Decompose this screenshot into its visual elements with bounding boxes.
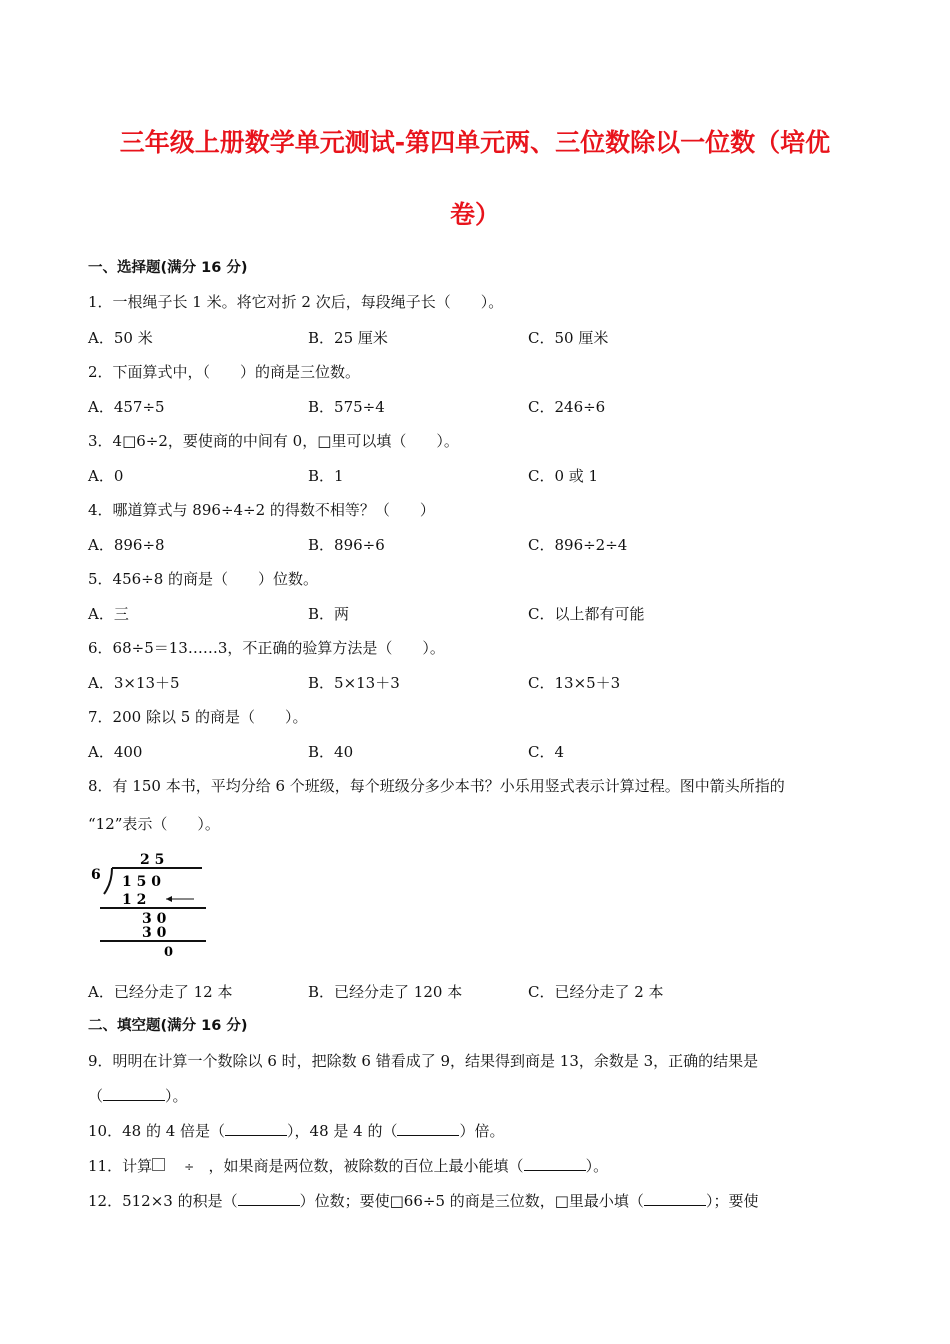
q10-part-b: ），48 是 4 的（ [287,1122,398,1140]
division-step-30-a: 3 0 [142,911,167,927]
q3-option-c[interactable]: C．0 或 1 [528,467,599,485]
question-8-line-2: “12”表示（ ）。 [88,815,220,833]
question-9-line-2 [88,1086,188,1106]
q5-option-c[interactable]: C．以上都有可能 [528,605,645,623]
division-divisor: 6 [91,867,101,883]
q12-blank-1[interactable] [238,1191,300,1206]
title-line-2: 卷） [449,200,500,229]
section-choice-heading: 一、选择题(满分 16 分) [88,260,248,276]
question-9-line-1: 9．明明在计算一个数除以 6 时，把除数 6 错看成了 9，结果得到商是 13，余数是 3，正确的结果是 [88,1052,759,1070]
q3-option-a[interactable]: A．0 [88,467,124,485]
question-4: 4．哪道算式与 896÷4÷2 的得数不相等？（ ） [88,501,435,519]
question-1: 1．一根绳子长 1 米。将它对折 2 次后，每段绳子长（ ）。 [88,293,504,311]
q1-option-a[interactable]: A．50 米 [88,329,153,347]
question-10 [88,1121,504,1141]
division-quotient: 2 5 [140,852,165,868]
q9-answer-blank[interactable] [103,1086,165,1101]
question-3: 3．4□6÷2，要使商的中间有 0，□里可以填（ ）。 [88,432,459,450]
q11-part-d: ）。 [585,1157,609,1175]
question-2: 2．下面算式中，（ ）的商是三位数。 [88,363,361,381]
q7-option-c[interactable]: C．4 [528,743,565,761]
q5-option-a[interactable]: A．三 [88,605,129,623]
division-step-12: 1 2 [122,892,147,908]
q4-option-a[interactable]: A．896÷8 [88,536,165,554]
q8-option-b[interactable]: B．已经分走了 120 本 [308,983,463,1001]
q10-part-c: ）倍。 [459,1122,505,1140]
q2-option-c[interactable]: C．246÷6 [528,398,606,416]
division-step-30-b: 3 0 [142,925,167,941]
q10-part-a: 10．48 的 4 倍是（ [88,1122,226,1140]
question-8-line-1: 8．有 150 本书，平均分给 6 个班级，每个班级分多少本书？小乐用竖式表示计算过程。图中箭头所指的 [88,777,785,795]
q12-part-b: ）位数；要使□66÷5 的商是三位数，□里最小填（ [299,1192,644,1210]
title-line-1: 三年级上册数学单元测试-第四单元两、三位数除以一位数（培优 [119,128,831,157]
q11-part-a: 11．计算 [88,1157,153,1175]
q2-option-a[interactable]: A．457÷5 [88,398,165,416]
q12-blank-2[interactable] [644,1191,706,1206]
q6-option-c[interactable]: C．13×5＋3 [528,674,621,692]
q4-option-b[interactable]: B．896÷6 [308,536,385,554]
long-division-diagram [88,848,223,964]
q11-blank[interactable] [524,1156,586,1171]
q7-option-b[interactable]: B．40 [308,743,354,761]
q12-part-c: ）；要使 [705,1192,759,1210]
question-5: 5．456÷8 的商是（ ）位数。 [88,570,319,588]
q8-option-c[interactable]: C．已经分走了 2 本 [528,983,664,1001]
q7-option-a[interactable]: A．400 [88,743,143,761]
q9-open: （ [88,1087,104,1105]
q9-close: ）。 [165,1087,188,1105]
q4-option-c[interactable]: C．896÷2÷4 [528,536,628,554]
division-dividend: 1 5 0 [122,874,161,890]
q1-option-c[interactable]: C．50 厘米 [528,329,609,347]
q3-option-b[interactable]: B．1 [308,467,344,485]
q11-divide-sign: ÷ [184,1160,195,1174]
question-7: 7．200 除以 5 的商是（ ）。 [88,708,308,726]
q11-digit-box [152,1158,165,1171]
question-6: 6．68÷5＝13……3，不正确的验算方法是（ ）。 [88,639,445,657]
q2-option-b[interactable]: B．575÷4 [308,398,385,416]
question-12 [88,1191,758,1211]
division-remainder: 0 [164,945,174,960]
q10-blank-1[interactable] [225,1121,287,1136]
question-11 [88,1156,608,1177]
q8-option-a[interactable]: A．已经分走了 12 本 [88,983,233,1001]
q11-part-c: ，如果商是两位数，被除数的百位上最小能填（ [208,1157,524,1175]
q10-blank-2[interactable] [397,1121,459,1136]
q1-option-b[interactable]: B．25 厘米 [308,329,388,347]
q6-option-b[interactable]: B．5×13＋3 [308,674,400,692]
section-fill-heading: 二、填空题(满分 16 分) [88,1018,248,1034]
q12-part-a: 12．512×3 的积是（ [88,1192,238,1210]
q5-option-b[interactable]: B．两 [308,605,350,623]
q6-option-a[interactable]: A．3×13＋5 [88,674,180,692]
